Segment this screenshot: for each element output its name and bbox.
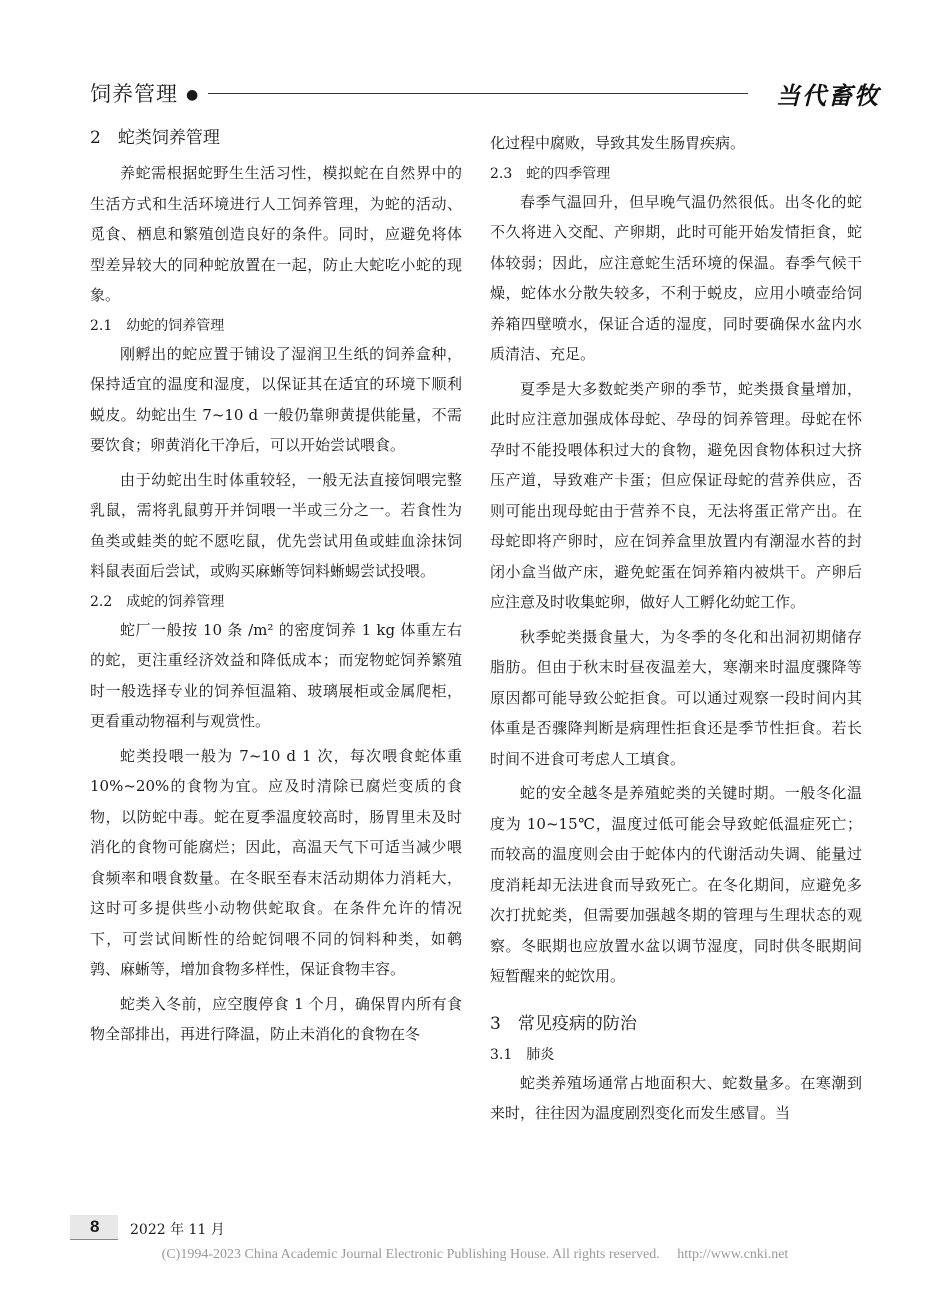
issue-date: 2022 年 11 月	[130, 1222, 225, 1238]
left-column	[90, 128, 462, 1054]
subsection-heading-3-1: 3.1 肺炎	[490, 1046, 555, 1063]
paragraph-3-1: 蛇类养殖场通常占地面积大、蛇数量多。在寒潮到来时，往往因为温度剧烈变化而发生感冒。当	[490, 1073, 862, 1122]
subsection-heading-2-1: 2.1 幼蛇的饲养管理	[90, 317, 225, 334]
paragraph-2-2-b: 蛇类投喂一般为 7~10 d 1 次，每次喂食蛇体重10%~20%的食物为宜。应及时清除已腐烂变质的食物，以防蛇中毒。蛇在夏季温度较高时，肠胃里未及时消化的食物可能腐烂；因此，高温天气下可适当减少喂食频率和喂食数量。在冬眠至春末活动期体力消耗大，这时可多提供些小动物供蛇取食。在条件允许的情况下，可尝试间断性的给蛇饲喂不同的饲料种类，如鹌鹑、麻蜥等，增加食物多样性，保证食物丰容。	[90, 746, 462, 978]
page-number-box	[70, 1215, 118, 1240]
paragraph-summer: 夏季是大多数蛇类产卵的季节，蛇类摄食量增加，此时应注意加强成体母蛇、孕母的饲养管理。母蛇在怀孕时不能投喂体积过大的食物，避免因食物体积过大挤压产道，导致难产卡蛋；但应保证母蛇的营养供应，否则可能出现母蛇由于营养不良，无法将蛋正常产出。在母蛇即将产卵时，应在饲养盒里放置内有潮湿水苔的封闭小盒当做产床，避免蛇蛋在饲养箱内被烘干。产卵后应注意及时收集蛇卵，做好人工孵化幼蛇工作。	[490, 379, 862, 611]
journal-logo: 当代畜牧	[776, 81, 880, 110]
page-number: 8	[90, 1217, 100, 1236]
paragraph-spring: 春季气温回升，但早晚气温仍然很低。出冬化的蛇不久将进入交配、产卵期，此时可能开始发情拒食，蛇体较弱；因此，应注意蛇生活环境的保温。春季气候干燥，蛇体水分散失较多，不利于蜕皮，应用小喷壶给饲养箱四壁喷水，保证合适的湿度，同时要确保水盆内水质清洁、充足。	[490, 192, 862, 363]
section-heading-3: 3 常见疫病的防治	[490, 1013, 637, 1034]
paragraph-continued: 化过程中腐败，导致其发生肠胃疾病。	[490, 134, 746, 152]
subsection-heading-2-2: 2.2 成蛇的饲养管理	[90, 593, 225, 610]
section-heading-2: 2 蛇类饲养管理	[90, 128, 220, 148]
paragraph-2-1-b: 由于幼蛇出生时体重较轻，一般无法直接饲喂完整乳鼠，需将乳鼠剪开并饲喂一半或三分之一。若食性为鱼类或蛙类的蛇不愿吃鼠，优先尝试用鱼或蛙血涂抹饲料鼠表面后尝试，或购买麻蜥等饲料蜥蜴尝试投喂。	[90, 470, 462, 580]
paragraph-autumn: 秋季蛇类摄食量大，为冬季的冬化和出洞初期储存脂肪。但由于秋末时昼夜温差大，寒潮来时温度骤降等原因都可能导致公蛇拒食。可以通过观察一段时间内其体重是否骤降判断是病理性拒食还是季节性拒食。若长时间不进食可考虑人工填食。	[490, 627, 862, 768]
paragraph-winter: 蛇的安全越冬是养殖蛇类的关键时期。一般冬化温度为 10~15℃，温度过低可能会导致蛇低温症死亡；而较高的温度则会由于蛇体内的代谢活动失调、能量过度消耗却无法进食而导致死亡。在冬化期间，应避免多次打扰蛇类，但需要加强越冬期的管理与生理状态的观察。冬眠期也应放置水盆以调节湿度，同时供冬眠期间短暂醒来的蛇饮用。	[490, 784, 862, 985]
paragraph-2-1-a: 刚孵出的蛇应置于铺设了湿润卫生纸的饲养盒种，保持适宜的温度和湿度，以保证其在适宜的环境下顺利蜕皮。幼蛇出生 7~10 d 一般仍靠卵黄提供能量，不需要饮食；卵黄消化干净后，可以开始尝试喂食。	[90, 344, 462, 454]
paragraph-2-2-a: 蛇厂一般按 10 条 /m² 的密度饲养 1 kg 体重左右的蛇，更注重经济效益和降低成本；而宠物蛇饲养繁殖时一般选择专业的饲养恒温箱、玻璃展柜或金属爬柜，更看重动物福利与观赏性。	[90, 620, 462, 730]
bullet-dot-icon: ●	[186, 87, 199, 103]
paragraph-2-2-c: 蛇类入冬前，应空腹停食 1 个月，确保胃内所有食物全部排出，再进行降温，防止未消化的食物在冬	[90, 994, 462, 1043]
copyright-notice: (C)1994-2023 China Academic Journal Electronic Publishing House. All rights reserved. http://www.cnki.net	[161, 1247, 789, 1262]
header-rule	[208, 93, 748, 94]
page-footer	[70, 1215, 290, 1241]
running-header	[90, 78, 880, 114]
subsection-heading-2-3: 2.3 蛇的四季管理	[490, 165, 611, 182]
right-column	[490, 128, 862, 1133]
journal-section-title: 饲养管理	[90, 82, 178, 106]
paragraph-intro: 养蛇需根据蛇野生生活习性，模拟蛇在自然界中的生活方式和生活环境进行人工饲养管理，为蛇的活动、觅食、栖息和繁殖创造良好的条件。同时，应避免将体型差异较大的同种蛇放置在一起，防止大蛇吃小蛇的现象。	[90, 164, 462, 304]
